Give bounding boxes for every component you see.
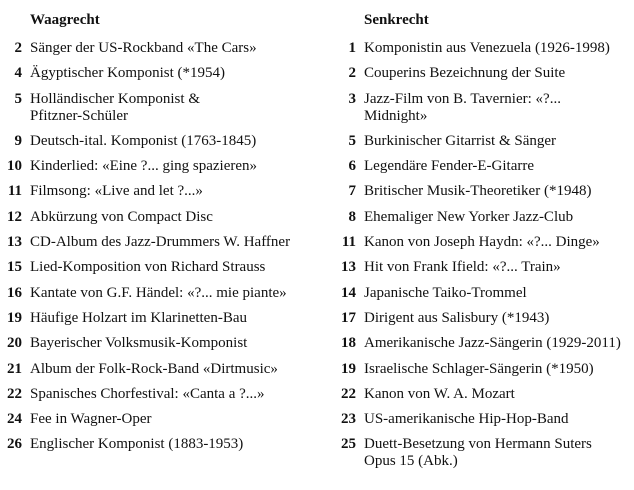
clue-item — [0, 183, 315, 200]
clue-text: Ehemaliger New Yorker Jazz-Club — [364, 208, 574, 225]
clue-item — [334, 209, 629, 226]
clue-number: 8 — [348, 208, 356, 225]
clue-item — [0, 335, 315, 352]
clue-number: 24 — [7, 411, 22, 428]
clue-item — [334, 183, 629, 200]
clue-number: 2 — [14, 40, 22, 56]
clue-number: 20 — [7, 335, 22, 352]
clue-item — [334, 259, 629, 276]
clue-number: 3 — [348, 90, 356, 107]
clue-number: 6 — [348, 158, 356, 175]
clue-item — [0, 91, 315, 125]
clue-text: Duett-Besetzung von Hermann Suters Opus 15 (Abk.) — [364, 436, 592, 470]
clue-item — [0, 234, 315, 251]
clue-item — [0, 259, 315, 276]
clue-item — [0, 158, 315, 175]
clue-number: 11 — [7, 183, 22, 200]
clue-number: 7 — [348, 183, 356, 200]
clue-number: 13 — [7, 234, 22, 251]
clue-number: 4 — [14, 65, 22, 82]
clue-item — [334, 361, 629, 378]
clue-text: Kanon von W. A. Mozart — [364, 385, 515, 402]
clue-text: CD-Album des Jazz-Drummers W. Haffner — [30, 234, 291, 251]
clue-text: Burkinischer Gitarrist & Sänger — [364, 132, 557, 149]
clue-item — [0, 133, 315, 150]
clue-text: Englischer Komponist (1883-1953) — [30, 436, 244, 453]
clue-text: Bayerischer Volksmusik-Komponist — [30, 335, 248, 352]
clue-text: Lied-Komposition von Richard Strauss — [30, 259, 266, 276]
clue-text: Holländischer Komponist & Pfitzner-Schüler — [30, 90, 200, 124]
clue-item — [0, 65, 315, 82]
clue-text: Japanische Taiko-Trommel — [364, 284, 527, 301]
clue-text: Israelische Schlager-Sängerin (*1950) — [364, 360, 594, 377]
clue-text: Spanisches Chorfestival: «Canta a ?...» — [30, 385, 265, 402]
clue-item — [334, 436, 629, 470]
clue-item — [0, 285, 315, 302]
clue-text: US-amerikanische Hip-Hop-Band — [364, 411, 569, 428]
clue-item — [334, 133, 629, 150]
clue-item — [334, 310, 629, 327]
clue-number: 25 — [341, 436, 356, 453]
clue-item — [334, 91, 629, 125]
clue-number: 18 — [341, 335, 356, 352]
clue-text: Album der Folk-Rock-Band «Dirtmusic» — [30, 360, 278, 377]
clue-number: 12 — [7, 208, 22, 225]
clue-number: 2 — [348, 65, 356, 82]
clue-text: Komponistin aus Venezuela (1926-1998) — [364, 40, 610, 56]
clue-item — [334, 40, 629, 57]
clue-text: Hit von Frank Ifield: «?... Train» — [364, 259, 561, 276]
clue-number: 5 — [14, 90, 22, 107]
clue-text: Britischer Musik-Theoretiker (*1948) — [364, 183, 592, 200]
clue-item — [334, 65, 629, 82]
clue-number: 26 — [7, 436, 22, 453]
clue-item — [0, 310, 315, 327]
clue-item — [0, 386, 315, 403]
clue-text: Fee in Wagner-Oper — [30, 411, 152, 428]
clue-number: 5 — [348, 132, 356, 149]
clue-text: Kantate von G.F. Händel: «?... mie piante» — [30, 284, 287, 301]
clue-item — [0, 40, 315, 57]
clue-text: Ägyptischer Komponist (*1954) — [30, 65, 225, 82]
clue-item — [334, 386, 629, 403]
clue-number: 1 — [348, 40, 356, 56]
clue-number: 16 — [7, 284, 22, 301]
clue-number: 17 — [341, 309, 356, 326]
clue-item — [334, 234, 629, 251]
clue-text: Sänger der US-Rockband «The Cars» — [30, 40, 257, 56]
clue-number: 19 — [7, 309, 22, 326]
clue-item — [0, 436, 315, 453]
clue-text: Legendäre Fender-E-Gitarre — [364, 158, 535, 175]
clue-number: 11 — [341, 234, 356, 251]
across-heading: Waagrecht — [30, 12, 100, 28]
clue-text: Jazz-Film von B. Tavernier: «?... Midnight» — [364, 90, 561, 124]
clue-number: 14 — [341, 284, 356, 301]
clue-number: 10 — [7, 158, 22, 175]
clue-number: 23 — [341, 411, 356, 428]
clue-item — [0, 361, 315, 378]
clue-text: Häufige Holzart im Klarinetten-Bau — [30, 309, 248, 326]
down-clue-list — [334, 40, 629, 479]
clue-item — [334, 158, 629, 175]
clue-item — [0, 209, 315, 226]
clue-item — [334, 335, 629, 352]
across-clue-list — [0, 40, 315, 462]
clue-text: Kinderlied: «Eine ?... ging spazieren» — [30, 158, 258, 175]
clue-text: Abkürzung von Compact Disc — [30, 208, 213, 225]
clue-number: 19 — [341, 360, 356, 377]
clue-item — [334, 411, 629, 428]
clue-number: 22 — [7, 385, 22, 402]
clue-text: Amerikanische Jazz-Sängerin (1929-2011) — [364, 335, 621, 352]
clue-number: 9 — [14, 132, 22, 149]
clue-item — [0, 411, 315, 428]
clue-number: 21 — [7, 360, 22, 377]
clue-number: 13 — [341, 259, 356, 276]
clue-number: 15 — [7, 259, 22, 276]
clue-text: Dirigent aus Salisbury (*1943) — [364, 309, 550, 326]
clue-number: 22 — [341, 385, 356, 402]
clue-item — [334, 285, 629, 302]
clue-text: Couperins Bezeichnung der Suite — [364, 65, 566, 82]
clue-text: Deutsch-ital. Komponist (1763-1845) — [30, 132, 257, 149]
clue-text: Kanon von Joseph Haydn: «?... Dinge» — [364, 234, 600, 251]
down-heading: Senkrecht — [364, 12, 429, 28]
clue-text: Filmsong: «Live and let ?...» — [30, 183, 203, 200]
